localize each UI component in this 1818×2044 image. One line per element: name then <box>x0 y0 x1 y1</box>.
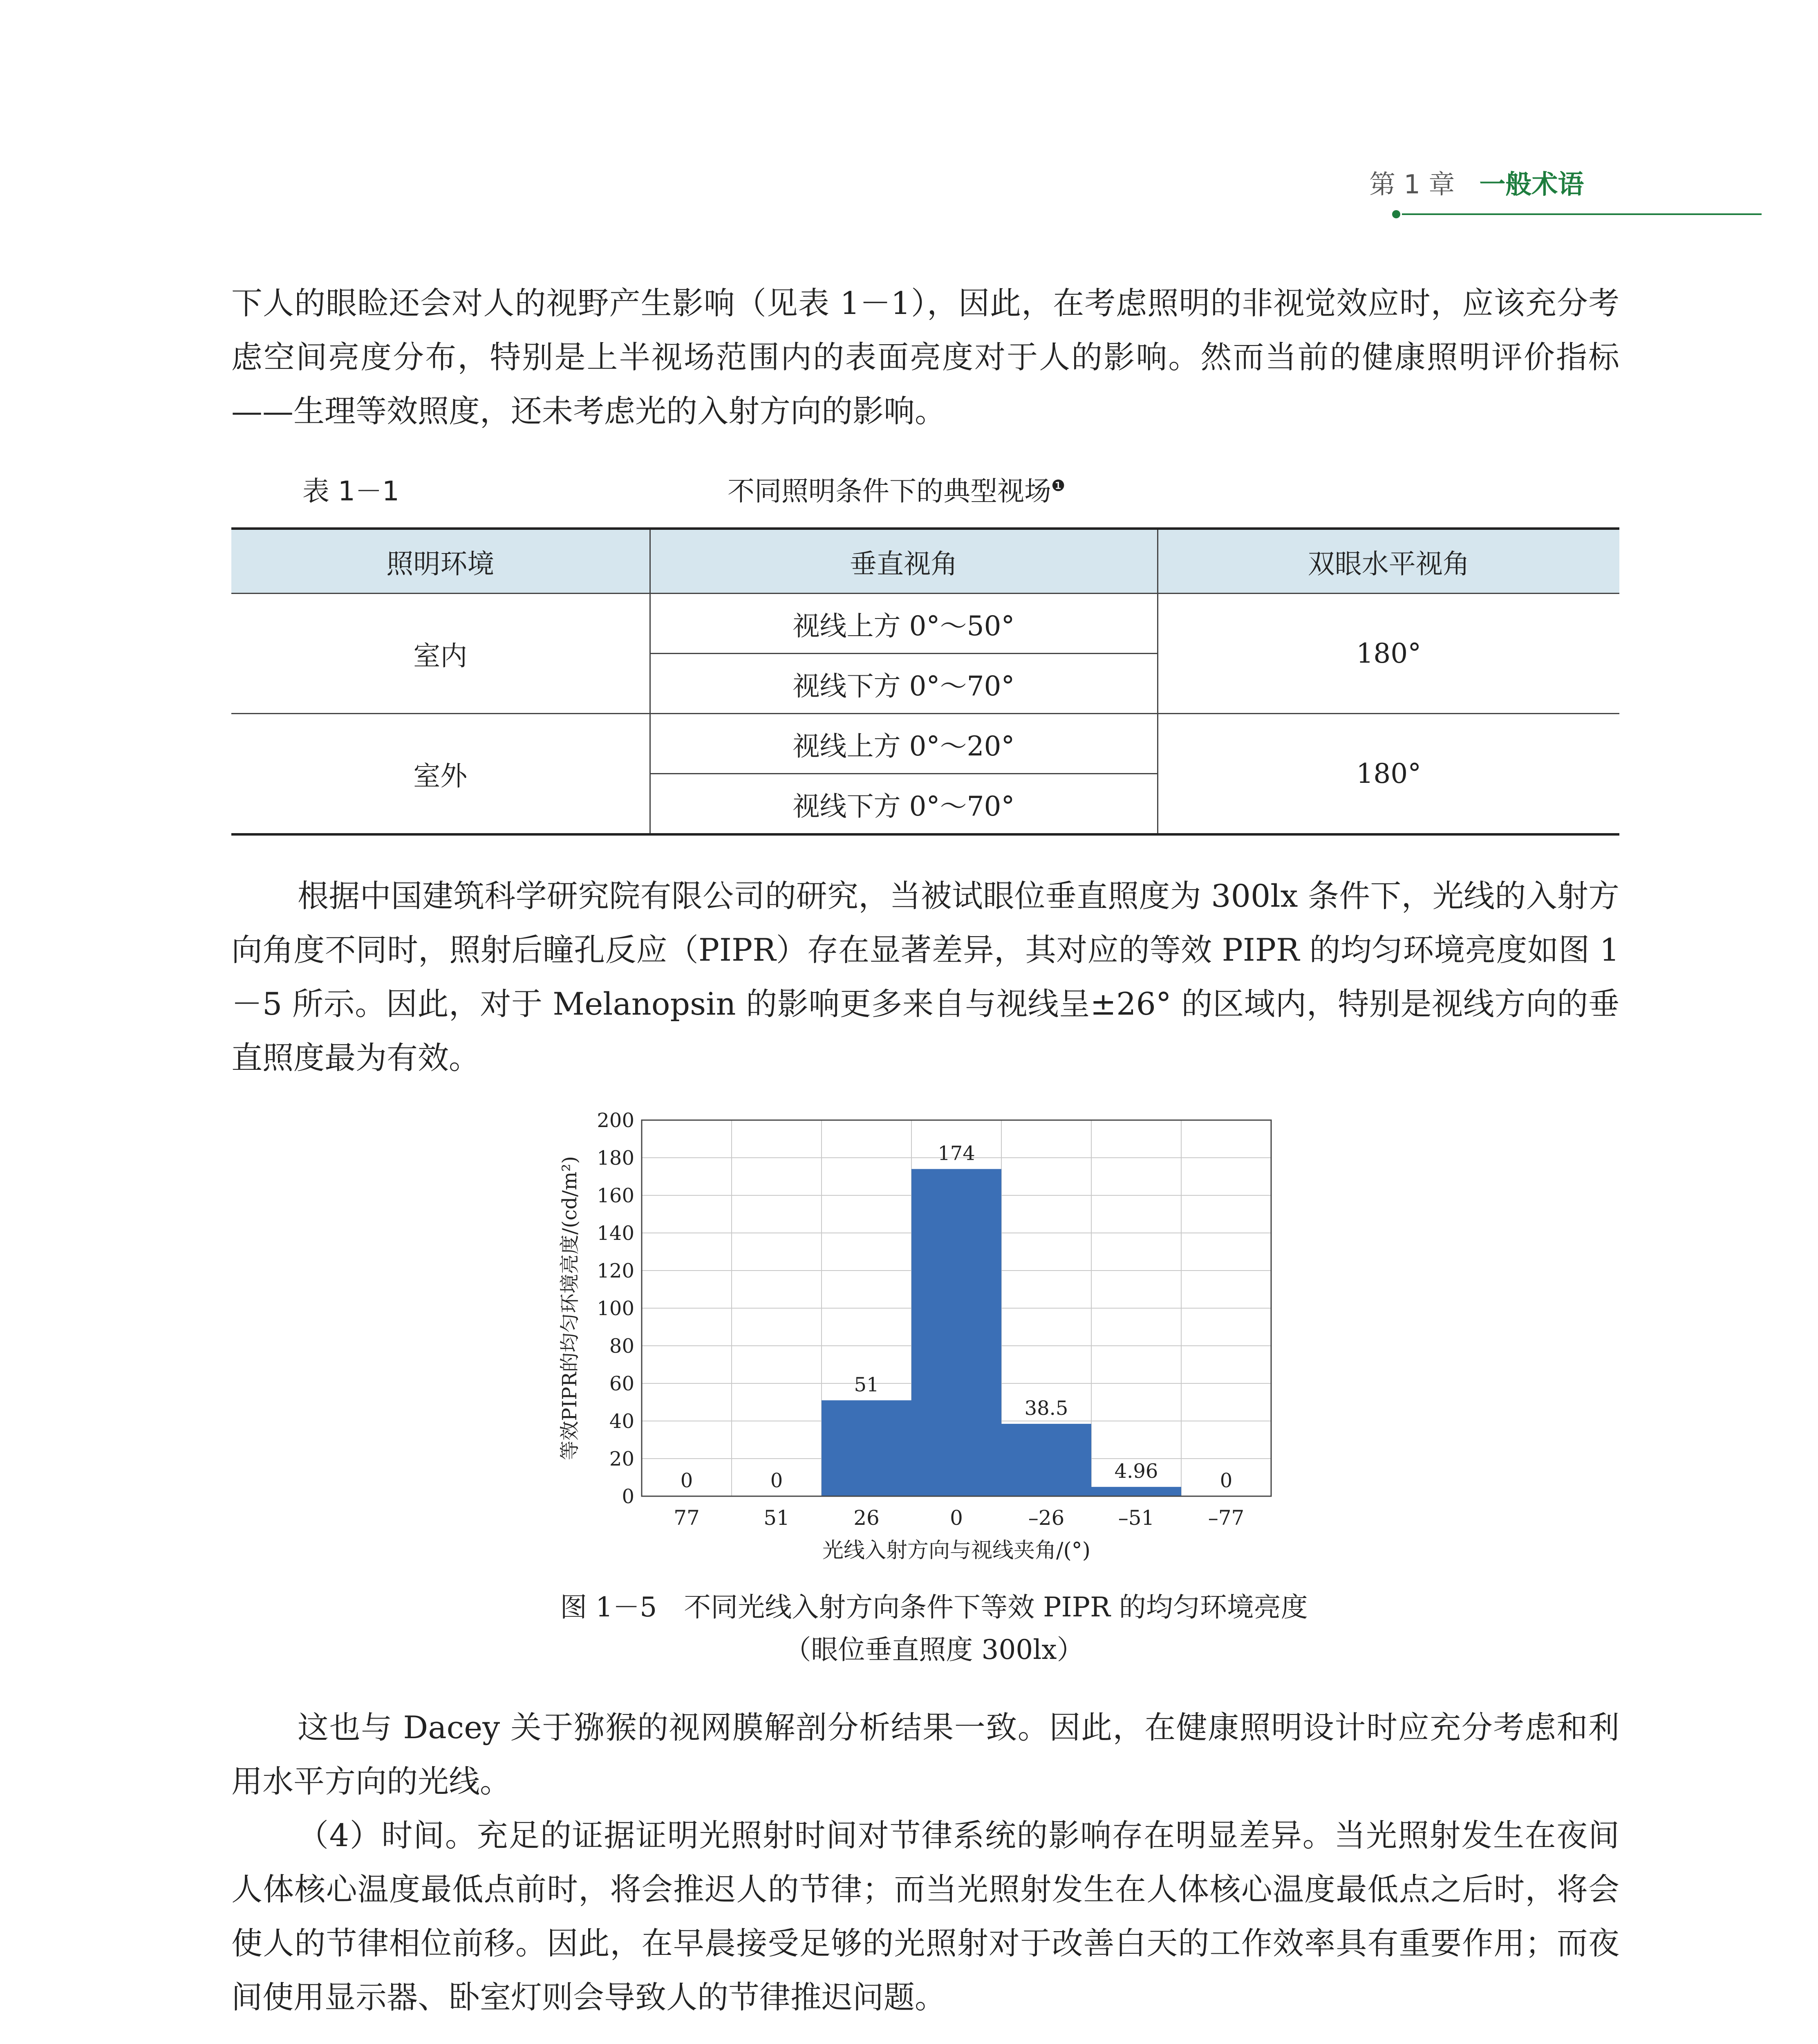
table-header-row <box>231 529 1619 594</box>
pipr-bar-chart <box>552 1104 1287 1578</box>
field-of-view-table <box>231 527 1619 836</box>
col-header-horizontal-angle: 双眼水平视角 <box>1158 529 1619 594</box>
y-tick-label: 100 <box>597 1297 634 1320</box>
header-rule <box>1402 213 1762 215</box>
table-row <box>231 594 1619 654</box>
chapter-title: 一般术语 <box>1479 170 1584 200</box>
bar-value-label: 0 <box>1220 1469 1233 1492</box>
y-tick-label: 140 <box>597 1222 634 1245</box>
x-tick-label: 26 <box>853 1506 880 1530</box>
figure-caption-line-1: 图 1－5 不同光线入射方向条件下等效 PIPR 的均匀环境亮度 <box>560 1591 1308 1623</box>
figure-caption-line-2: （眼位垂直照度 300lx） <box>784 1634 1084 1665</box>
cell-vertical-up: 视线上方 0°～20° <box>650 714 1158 774</box>
table-number: 表 1－1 <box>302 475 399 507</box>
paragraph-text: 根据中国建筑科学研究院有限公司的研究，当被试眼位垂直照度为 300lx 条件下，光线的入射方向角度不同时，照射后瞳孔反应（PIPR）存在显著差异，其对应的等效 PIPR 的均匀环境亮度如图 1－5 所示。因此，对于 Melanopsin 的影响更多来自与视线呈±26° 的区域内，特别是视线方向的垂直照度最为有效。 <box>231 878 1619 1076</box>
bar-value-label: 0 <box>680 1469 693 1492</box>
col-header-vertical-angle: 垂直视角 <box>650 529 1158 594</box>
cell-horizontal: 180° <box>1158 714 1619 835</box>
body-paragraph-1 <box>231 276 1619 438</box>
bar-value-label: 38.5 <box>1024 1396 1068 1420</box>
x-tick-label: –77 <box>1208 1506 1245 1530</box>
bar-value-label: 0 <box>770 1469 783 1492</box>
paragraph-text: 这也与 Dacey 关于猕猴的视网膜解剖分析结果一致。因此，在健康照明设计时应充分考虑和利用水平方向的光线。 <box>231 1709 1619 1800</box>
table-caption <box>728 469 1065 508</box>
running-header <box>1369 164 1762 229</box>
y-tick-label: 20 <box>609 1448 634 1470</box>
footnote-ref-link[interactable]: ❶ <box>1051 477 1066 495</box>
bar-series <box>822 1169 1181 1496</box>
cell-vertical-up: 视线上方 0°～50° <box>650 594 1158 654</box>
paragraph-text: （4）时间。充足的证据证明光照射时间对节律系统的影响存在明显差异。当光照射发生在夜间人体核心温度最低点前时，将会推迟人的节律；而当光照射发生在人体核心温度最低点之后时，将会使人的节律相位前移。因此，在早晨接受足够的光照射对于改善白天的工作效率具有重要作用；而夜间使用显示器、卧室灯则会导致人的节律推迟问题。 <box>231 1817 1619 2015</box>
header-dot <box>1392 210 1400 218</box>
y-tick-label: 180 <box>597 1147 634 1170</box>
y-tick-label: 80 <box>609 1335 634 1358</box>
table-row <box>231 714 1619 774</box>
figure-caption <box>527 1586 1341 1671</box>
table-title <box>302 469 1161 510</box>
table-caption-text: 不同照明条件下的典型视场 <box>728 475 1051 507</box>
x-tick-label: –26 <box>1028 1506 1065 1530</box>
chapter-number: 第 1 章 <box>1369 170 1455 200</box>
body-paragraph-2 <box>231 869 1619 1085</box>
y-tick-label: 160 <box>597 1184 634 1207</box>
paragraph-text: 下人的眼睑还会对人的视野产生影响（见表 1－1），因此，在考虑照明的非视觉效应时，应该充分考虑空间亮度分布，特别是上半视场范围内的表面亮度对于人的影响。然而当前的健康照明评价指标——生理等效照度，还未考虑光的入射方向的影响。 <box>231 285 1619 429</box>
x-tick-label: 0 <box>950 1506 963 1530</box>
y-tick-label: 60 <box>609 1372 634 1395</box>
bar <box>1091 1487 1181 1496</box>
x-tick-label: –51 <box>1118 1506 1155 1530</box>
body-paragraph-3 <box>231 1701 1619 2024</box>
bar-value-label: 4.96 <box>1114 1460 1158 1483</box>
cell-horizontal: 180° <box>1158 594 1619 714</box>
y-tick-label: 120 <box>597 1260 634 1282</box>
bar <box>1001 1424 1091 1496</box>
cell-vertical-down: 视线下方 0°～70° <box>650 774 1158 835</box>
x-tick-label: 77 <box>674 1506 700 1530</box>
y-tick-label: 0 <box>622 1485 634 1508</box>
y-tick-label: 200 <box>597 1109 634 1132</box>
bar-value-label: 174 <box>938 1142 975 1165</box>
y-axis-ticks <box>597 1109 634 1508</box>
x-axis-ticks <box>674 1506 1244 1530</box>
bar-value-label: 51 <box>854 1373 879 1396</box>
x-axis-title: 光线入射方向与视线夹角/(°) <box>822 1538 1091 1563</box>
x-tick-label: 51 <box>763 1506 790 1530</box>
cell-environment: 室外 <box>231 714 650 835</box>
bar <box>911 1169 1001 1496</box>
bar <box>822 1400 911 1496</box>
header-text <box>1369 164 1762 201</box>
col-header-environment: 照明环境 <box>231 529 650 594</box>
y-tick-label: 40 <box>609 1410 634 1433</box>
cell-vertical-down: 视线下方 0°～70° <box>650 654 1158 714</box>
cell-environment: 室内 <box>231 594 650 714</box>
y-axis-title: 等效PIPR的均匀环境亮度/(cd/m²) <box>558 1156 581 1460</box>
